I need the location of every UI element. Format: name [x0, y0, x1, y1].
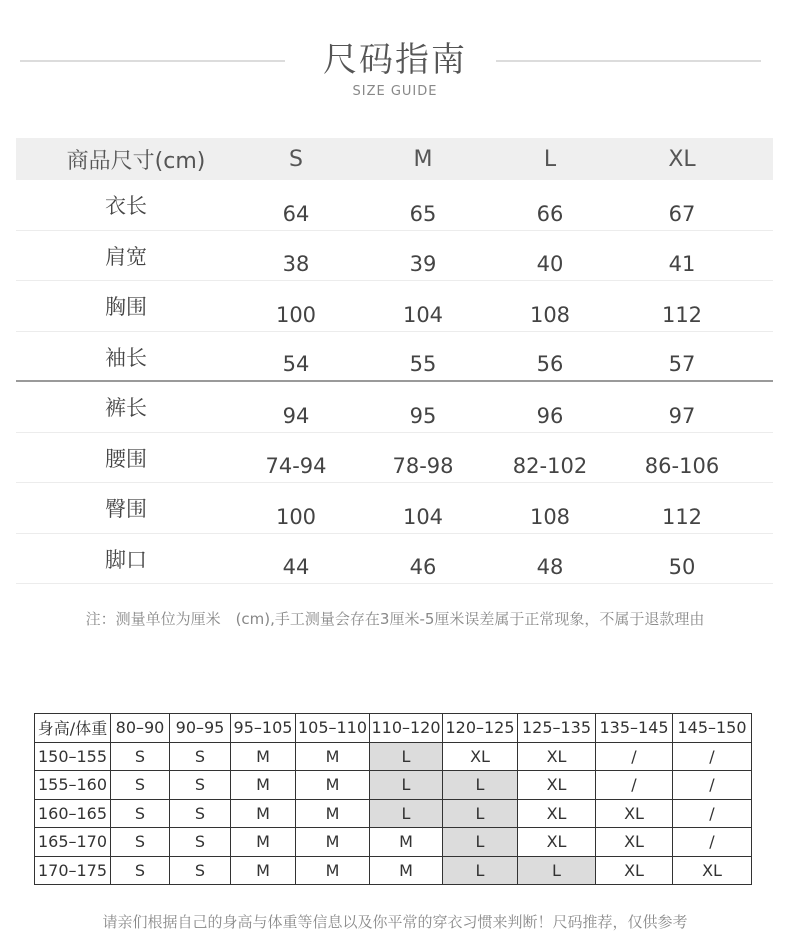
table-row — [16, 483, 773, 534]
table-cell: M — [296, 799, 370, 828]
table-row — [35, 799, 752, 828]
table-row — [16, 534, 773, 585]
header-cell: 95–105 — [231, 714, 296, 743]
table-cell: XL — [518, 828, 596, 857]
table-cell: 64 — [282, 201, 310, 226]
table-cell: S — [170, 771, 231, 800]
table-row — [16, 332, 773, 383]
table-cell: 54 — [282, 352, 310, 376]
table-cell: M — [296, 828, 370, 857]
table-cell: L — [370, 742, 443, 771]
table-cell: S — [170, 799, 231, 828]
header-cell: XL — [668, 146, 696, 172]
table-cell: M — [231, 742, 296, 771]
table-cell: S — [170, 856, 231, 885]
table-cell: S — [111, 856, 170, 885]
table-cell: / — [673, 742, 752, 771]
header-cell: 145–150 — [673, 714, 752, 743]
table-cell: 67 — [668, 201, 696, 226]
table-cell: M — [231, 771, 296, 800]
table-cell: XL — [518, 742, 596, 771]
table-cell: S — [111, 742, 170, 771]
header-cell: 90–95 — [170, 714, 231, 743]
row-label: 肩宽 — [105, 244, 147, 269]
table-cell: 112 — [661, 504, 703, 529]
table-cell: M — [296, 742, 370, 771]
table-row — [16, 433, 773, 484]
table-cell: M — [296, 856, 370, 885]
header-cell: M — [413, 146, 433, 172]
size-guide-header — [0, 38, 790, 108]
table-row — [35, 742, 752, 771]
table-row — [16, 382, 773, 433]
header-cell: 105–110 — [296, 714, 370, 743]
table-cell: 56 — [536, 352, 564, 376]
table-cell: L — [443, 856, 518, 885]
header-cell: S — [289, 146, 303, 172]
table-cell: L — [518, 856, 596, 885]
row-label: 150–155 — [35, 742, 111, 771]
header-cell: 商品尺寸(cm) — [66, 148, 206, 174]
header-cell: 125–135 — [518, 714, 596, 743]
table-cell: 108 — [529, 504, 571, 529]
table-cell: 100 — [275, 302, 317, 327]
row-label: 胸围 — [105, 295, 147, 319]
table-cell: / — [673, 799, 752, 828]
row-label: 160–165 — [35, 799, 111, 828]
table-cell: M — [231, 828, 296, 857]
table-cell: 46 — [409, 555, 437, 579]
table-cell: L — [443, 828, 518, 857]
size-recommendation-table — [34, 713, 752, 885]
table-row — [35, 856, 752, 885]
table-cell: 95 — [409, 403, 437, 428]
table-cell: L — [443, 771, 518, 800]
table-cell: XL — [596, 799, 673, 828]
table-cell: M — [231, 799, 296, 828]
table-row — [16, 281, 773, 332]
size-table-header — [16, 138, 773, 180]
table-cell: S — [170, 828, 231, 857]
row-label: 脚口 — [105, 547, 147, 572]
measurement-note: 注：测量单位为厘米 (cm),手工测量会存在3厘米-5厘米误差属于正常现象，不属于退款理由 — [85, 610, 705, 628]
table-cell: M — [296, 771, 370, 800]
table-cell: 100 — [275, 504, 317, 529]
table-cell: / — [673, 771, 752, 800]
table-cell: S — [170, 742, 231, 771]
table-cell: 86-106 — [644, 454, 720, 478]
table-row — [16, 231, 773, 282]
table-cell: M — [370, 856, 443, 885]
table-cell: XL — [518, 771, 596, 800]
table-cell: 44 — [282, 555, 310, 579]
table-cell: 112 — [661, 302, 703, 327]
table-cell: L — [370, 799, 443, 828]
page-subtitle: SIZE GUIDE — [352, 84, 438, 99]
table-cell: 65 — [409, 201, 437, 226]
row-label: 臀围 — [105, 497, 147, 521]
recommendation-header-row — [35, 714, 752, 743]
table-cell: M — [231, 856, 296, 885]
table-cell: XL — [673, 856, 752, 885]
table-row — [16, 180, 773, 231]
header-cell: 80–90 — [111, 714, 170, 743]
row-label: 衣长 — [105, 194, 147, 218]
table-cell: S — [111, 771, 170, 800]
header-cell: 120–125 — [443, 714, 518, 743]
table-cell: XL — [596, 828, 673, 857]
table-cell: 94 — [282, 403, 310, 428]
table-cell: XL — [596, 856, 673, 885]
table-cell: S — [111, 799, 170, 828]
page-title: 尺码指南 — [323, 40, 467, 80]
table-cell: 108 — [529, 302, 571, 327]
header-cell: 身高/体重 — [35, 714, 111, 743]
table-cell: 48 — [536, 555, 564, 579]
table-cell: 78-98 — [392, 454, 454, 478]
table-cell: 97 — [668, 403, 696, 428]
table-cell: / — [596, 771, 673, 800]
table-cell: 41 — [668, 252, 696, 276]
table-cell: 39 — [409, 252, 437, 276]
table-row — [35, 771, 752, 800]
table-cell: L — [370, 771, 443, 800]
header-cell: 110–120 — [370, 714, 443, 743]
table-cell: 55 — [409, 352, 437, 376]
table-cell: 74-94 — [265, 454, 327, 478]
table-cell: 96 — [536, 403, 564, 428]
table-cell: 40 — [536, 252, 564, 276]
table-cell: 104 — [402, 504, 444, 529]
header-cell: L — [543, 146, 557, 172]
row-label: 170–175 — [35, 856, 111, 885]
table-cell: 50 — [668, 555, 696, 579]
table-cell: 104 — [402, 302, 444, 327]
size-table — [16, 138, 773, 584]
recommendation-disclaimer: 请亲们根据自己的身高与体重等信息以及你平常的穿衣习惯来判断！尺码推荐，仅供参考 — [102, 913, 688, 931]
table-cell: L — [443, 799, 518, 828]
table-cell: 38 — [282, 252, 310, 276]
table-cell: / — [596, 742, 673, 771]
table-cell: S — [111, 828, 170, 857]
row-label: 165–170 — [35, 828, 111, 857]
table-cell: 66 — [536, 201, 564, 226]
table-row — [35, 828, 752, 857]
table-cell: 57 — [668, 352, 696, 376]
row-label: 袖长 — [105, 345, 147, 370]
row-label: 裤长 — [105, 396, 147, 420]
row-label: 155–160 — [35, 771, 111, 800]
table-cell: XL — [518, 799, 596, 828]
table-cell: M — [370, 828, 443, 857]
row-label: 腰围 — [105, 446, 147, 471]
table-cell: / — [673, 828, 752, 857]
table-cell: XL — [443, 742, 518, 771]
header-cell: 135–145 — [596, 714, 673, 743]
table-cell: 82-102 — [512, 454, 588, 478]
